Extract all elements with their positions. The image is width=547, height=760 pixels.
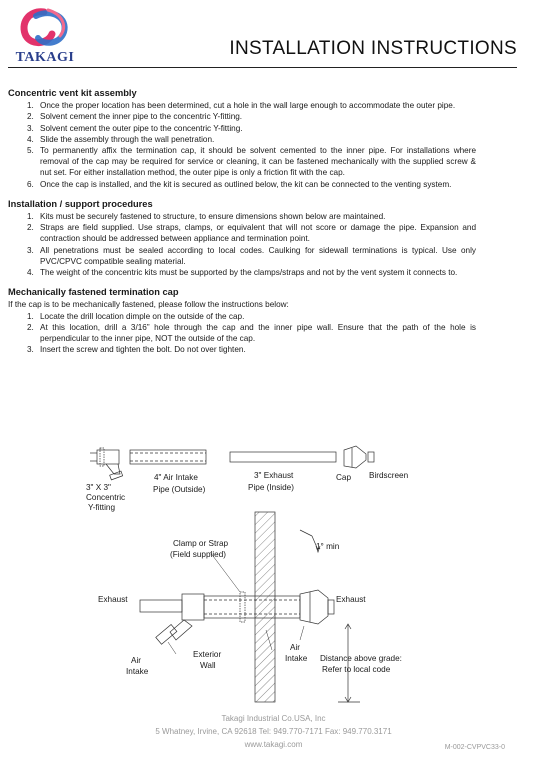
- list-item: [8, 322, 476, 344]
- step-number: 3.: [27, 345, 34, 355]
- step-text: All penetrations must be sealed according to local codes. Caulking for sidewall terminations is typical. Use only PVC/CPVC compatible sealing material.: [40, 245, 476, 266]
- list-item: [8, 245, 476, 267]
- section-heading: Mechanically fastened termination cap: [8, 287, 179, 298]
- step-list: [8, 311, 476, 356]
- page-title: INSTALLATION INSTRUCTIONS: [229, 38, 517, 59]
- exhaust-pipe-shape: [230, 452, 336, 462]
- label-exterior-wall: Exterior: [193, 650, 222, 659]
- step-text: To permanently affix the termination cap, it should be solvent cemented to the inner pipe. For installations where removal of the cap may be required for service or cleaning, it can be fastened mechanically with the supplied screw & nut set. For either installation method, the outer pipe is only a friction fit with the cap.: [40, 146, 476, 178]
- label-exhaust-pipe: 3" Exhaust: [254, 471, 294, 480]
- birdscreen-shape: [368, 452, 374, 462]
- label-air-intake-pipe: Pipe (Outside): [153, 485, 206, 494]
- step-text: Slide the assembly through the wall penetration.: [40, 134, 215, 144]
- list-item: [8, 179, 476, 190]
- label-clamp: (Field supplied): [170, 550, 226, 559]
- vent-kit-diagram: [0, 440, 547, 710]
- step-number: 2.: [27, 223, 34, 233]
- label-air-intake-pipe: 4" Air Intake: [154, 473, 198, 482]
- step-number: 6.: [27, 179, 34, 189]
- label-exhaust-left: Exhaust: [98, 595, 128, 604]
- cap-shape: [344, 446, 366, 468]
- exploded-view: [90, 446, 374, 480]
- label-distance: Distance above grade:: [320, 654, 402, 663]
- instructions-body: [8, 88, 476, 364]
- step-text: The weight of the concentric kits must be supported by the clamps/straps and not by the vent system it connects to.: [40, 268, 458, 278]
- label-slope: 1° min: [316, 542, 340, 551]
- step-number: 1.: [27, 101, 34, 111]
- footer-website[interactable]: www.takagi.com: [244, 740, 303, 749]
- list-item: [8, 123, 476, 134]
- air-intake-pipe-shape: [130, 450, 206, 464]
- step-text: Solvent cement the inner pipe to the concentric Y-fitting.: [40, 112, 243, 122]
- section-termination-cap: [8, 287, 476, 355]
- label-air-intake-left: Intake: [126, 667, 149, 676]
- list-item: [8, 311, 476, 322]
- section-vent-assembly: [8, 88, 476, 190]
- step-list: [8, 100, 476, 190]
- label-y-fitting: 3" X 3": [86, 483, 111, 492]
- header-divider: [8, 67, 517, 68]
- step-number: 3.: [27, 245, 34, 255]
- step-text: Once the proper location has been determined, cut a hole in the wall large enough to accommodate the outer pipe.: [40, 101, 456, 111]
- label-exhaust-pipe: Pipe (Inside): [248, 483, 294, 492]
- list-item: [8, 100, 476, 111]
- section-support-procedures: [8, 199, 476, 278]
- label-y-fitting: Concentric: [86, 493, 126, 502]
- list-item: [8, 145, 476, 179]
- label-exhaust-right: Exhaust: [336, 595, 366, 604]
- label-birdscreen: Birdscreen: [369, 471, 409, 480]
- step-text: Solvent cement the outer pipe to the concentric Y-fitting.: [40, 123, 243, 133]
- step-text: At this location, drill a 3/16” hole through the cap and the inner pipe wall. Ensure that the path of the hole is perpendicular to the inner pipe, NOT the outside of the cap.: [40, 322, 476, 344]
- section-heading: Concentric vent kit assembly: [8, 88, 137, 98]
- label-distance: Refer to local code: [322, 665, 391, 674]
- step-number: 4.: [27, 134, 34, 144]
- step-number: 1.: [27, 311, 34, 321]
- list-item: [8, 267, 476, 278]
- label-air-intake-right: Air: [290, 643, 301, 652]
- step-text: Straps are field supplied. Use straps, clamps, or equivalent that will not score or damage the pipe. Expansion and contraction should be addressed between appliance and termination point.: [40, 223, 476, 244]
- footer-company: Takagi Industrial Co.USA, Inc: [221, 714, 326, 723]
- list-item: [8, 134, 476, 145]
- logo-text: TAKAGI: [15, 50, 75, 65]
- step-text: Once the cap is installed, and the kit is secured as outlined below, the kit can be connected to the venting system.: [40, 179, 452, 189]
- label-cap: Cap: [336, 473, 352, 482]
- label-air-intake-left: Air: [131, 656, 142, 665]
- list-item: [8, 344, 476, 355]
- section-heading: Installation / support procedures: [8, 198, 153, 209]
- exterior-wall-shape: [255, 512, 275, 702]
- list-item: [8, 211, 476, 222]
- document-code: M-002-CVPVC33-0: [444, 744, 505, 751]
- step-list: [8, 211, 476, 278]
- footer-address: 5 Whatney, Irvine, CA 92618 Tel: 949.770-7171 Fax: 949.770.3171: [155, 727, 392, 736]
- step-text: Locate the drill location dimple on the outside of the cap.: [40, 311, 245, 321]
- clamp-shape: [240, 592, 245, 622]
- label-clamp: Clamp or Strap: [173, 539, 229, 548]
- step-number: 3.: [27, 123, 34, 133]
- step-number: 2.: [27, 112, 34, 122]
- label-y-fitting: Y-fitting: [88, 503, 116, 512]
- step-number: 2.: [27, 322, 34, 332]
- step-text: Kits must be securely fastened to structure, to ensure dimensions shown below are maintained.: [40, 212, 386, 222]
- label-exterior-wall: Wall: [200, 661, 216, 670]
- section-intro: If the cap is to be mechanically fastened, please follow the instructions below:: [8, 300, 289, 310]
- step-text: Insert the screw and tighten the bolt. Do not over tighten.: [40, 345, 246, 355]
- label-air-intake-right: Intake: [285, 654, 308, 663]
- list-item: [8, 222, 476, 244]
- step-number: 5.: [27, 146, 34, 156]
- step-number: 4.: [27, 268, 34, 278]
- list-item: [8, 111, 476, 122]
- step-number: 1.: [27, 212, 34, 222]
